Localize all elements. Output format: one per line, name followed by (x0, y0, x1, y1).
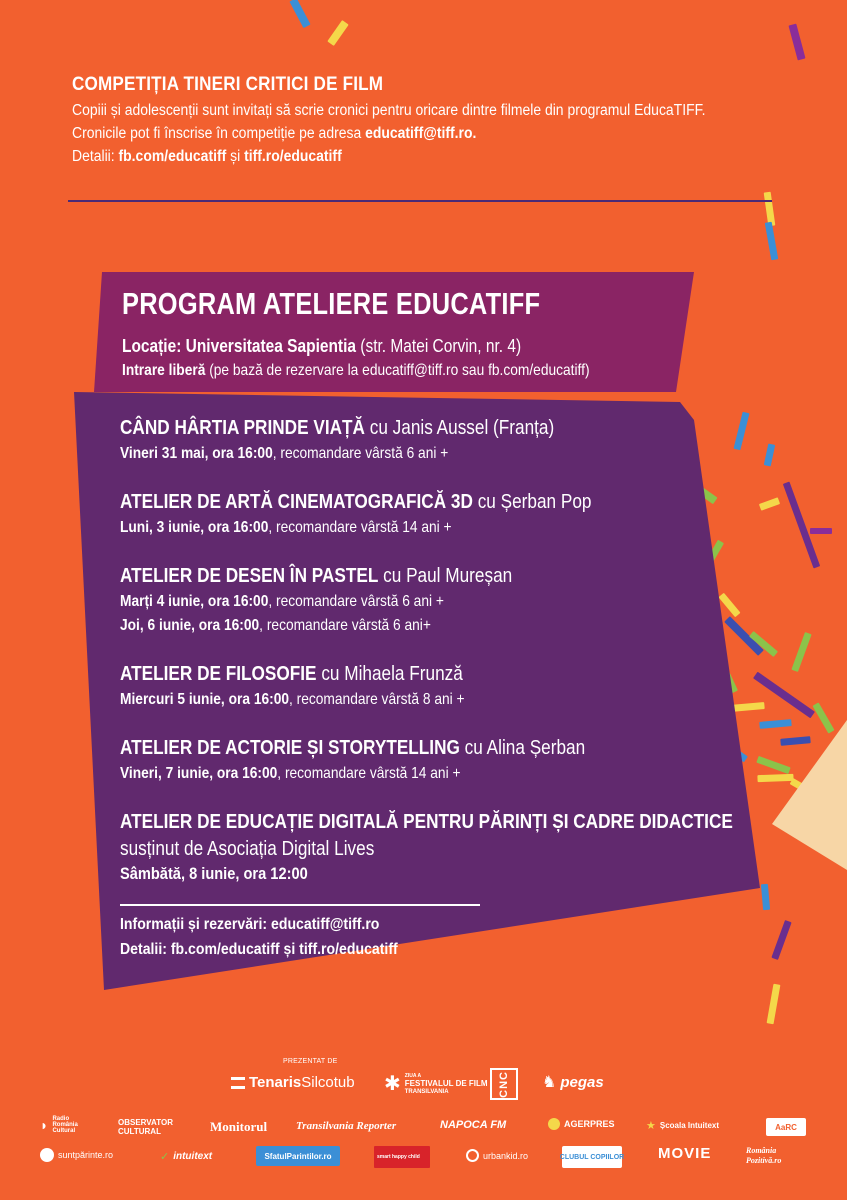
radio-wave-icon: ◗ (40, 1117, 49, 1133)
tenaris-name: Tenaris (249, 1074, 302, 1091)
urbankid-label: urbankid.ro (483, 1150, 529, 1161)
suntparinte-label: suntpărinte.ro (58, 1150, 114, 1160)
workshop-host: cu Paul Mureșan (378, 565, 513, 587)
scoala-intuitext-logo (646, 1119, 719, 1132)
pegas-horse-icon: ♞ (542, 1073, 557, 1091)
tenaris-logo (231, 1074, 355, 1091)
workshop-name: CÂND HÂRTIA PRINDE VIAȚĂ (120, 417, 365, 439)
cnc-label: CNC (498, 1070, 510, 1098)
napoca-fm-logo: NAPOCA FM (440, 1119, 507, 1131)
workshop-host: cu Alina Șerban (459, 737, 586, 759)
observator-logo: OBSERVATOR CULTURAL (118, 1118, 173, 1136)
session-note: , recomandare vârstă 14 ani + (277, 765, 461, 782)
agerpres-emblem-icon (548, 1118, 560, 1130)
workshop-name: ATELIER DE DESEN ÎN PASTEL (120, 565, 379, 587)
info-reservations: Informații și rezervări: educatiff@tiff.ro (120, 916, 380, 933)
tiff-link[interactable]: tiff.ro/educatiff (244, 148, 342, 165)
program-entry (122, 362, 590, 380)
intuitext-logo (160, 1150, 212, 1163)
program-title: PROGRAM ATELIERE EDUCATIFF (122, 286, 541, 321)
tenaris-icon (231, 1077, 245, 1089)
session-date: Sâmbătă, 8 iunie, ora 12:00 (120, 864, 308, 883)
location-label: Locație: Universitatea Sapientia (122, 336, 357, 356)
urbankid-logo (466, 1149, 528, 1162)
info-details: Detalii: fb.com/educatiff și tiff.ro/educatiff (120, 941, 398, 958)
location-address: (str. Matei Corvin, nr. 4) (356, 336, 522, 356)
tiff-star-icon: ✱ (384, 1073, 401, 1095)
submission-text: Cronicile pot fi înscrise în competiție pe adresa (72, 125, 366, 142)
clubul-copiilor-logo: CLUBUL COPIILOR (562, 1146, 622, 1168)
workshop-item (120, 734, 585, 786)
smart-happy-child-logo: smart happy child (374, 1146, 430, 1168)
details-prefix: Detalii: (72, 148, 119, 165)
urbankid-smile-icon (466, 1149, 479, 1162)
radio-romania-logo (40, 1116, 92, 1134)
competition-title: COMPETIȚIA TINERI CRITICI DE FILM (72, 74, 384, 95)
festival-name: FESTIVALUL DE FILM (404, 1079, 488, 1088)
session-date: Vineri 31 mai, ora 16:00 (120, 445, 273, 462)
suntparinte-logo (40, 1148, 113, 1162)
workshop-name: ATELIER DE ACTORIE ȘI STORYTELLING (120, 737, 460, 759)
program-location (122, 336, 521, 357)
competition-description: Copiii și adolescenții sunt invitați să scrie cronici pentru oricare dintre filmele din programul EducaTIFF. (72, 102, 706, 119)
session-note: , recomandare vârstă 6 ani + (272, 445, 449, 462)
session-date: Luni, 3 iunie, ora 16:00 (120, 519, 269, 536)
scoala-intuitext-label: Școala Intuitext (659, 1121, 719, 1130)
tiff-festival-logo (384, 1072, 488, 1096)
intuitext-star-icon: ★ (646, 1120, 656, 1132)
intuitext-swoosh-icon: ✓ (160, 1151, 170, 1163)
info-block (120, 912, 398, 962)
workshop-item (120, 808, 733, 886)
presented-by-label: PREZENTAT DE (283, 1058, 338, 1065)
workshop-host: cu Janis Aussel (Franța) (364, 417, 555, 439)
session-note: , recomandare vârstă 6 ani+ (259, 617, 431, 634)
monitorul-logo: Monitorul (210, 1119, 268, 1134)
facebook-link[interactable]: fb.com/educatiff (118, 148, 227, 165)
festival-small-label: ZIUA A (404, 1073, 422, 1079)
tenaris-name-suffix: Silcotub (301, 1074, 355, 1091)
workshop-item (120, 488, 591, 540)
pegas-name: pegas (560, 1074, 604, 1091)
festival-region: TRANSILVANIA (404, 1089, 449, 1095)
agerpres-logo (548, 1118, 615, 1130)
details-and: și (226, 148, 245, 165)
workshop-item (120, 562, 512, 638)
info-divider (120, 904, 480, 906)
session-date: Miercuri 5 iunie, ora 16:00 (120, 691, 290, 708)
workshop-host: cu Șerban Pop (472, 491, 592, 513)
movie-news-logo: MOVIE (658, 1145, 712, 1162)
workshop-name: ATELIER DE FILOSOFIE (120, 663, 317, 685)
cnc-logo (490, 1068, 518, 1100)
workshop-item (120, 660, 465, 712)
session-date: Marți 4 iunie, ora 16:00 (120, 593, 269, 610)
session-date: Joi, 6 iunie, ora 16:00 (120, 617, 260, 634)
session-note: , recomandare vârstă 8 ani + (289, 691, 465, 708)
entry-note: (pe bază de rezervare la educatiff@tiff.ro sau fb.com/educatiff) (205, 362, 590, 379)
workshop-sponsor: susținut de Asociația Digital Lives (120, 838, 375, 860)
session-note: , recomandare vârstă 6 ani + (268, 593, 444, 610)
transilvania-reporter-logo: Transilvania Reporter (296, 1120, 397, 1132)
intuitext-label: intuitext (173, 1151, 213, 1162)
workshop-item (120, 414, 554, 466)
workshop-name: ATELIER DE ARTĂ CINEMATOGRAFICĂ 3D (120, 491, 473, 513)
sfatul-parintilor-logo: SfatulParintilor.ro (256, 1146, 340, 1166)
workshop-host: cu Mihaela Frunză (316, 663, 463, 685)
workshop-name: ATELIER DE EDUCAȚIE DIGITALĂ PENTRU PĂRINȚI ȘI CADRE DIDACTICE (120, 811, 733, 833)
agerpres-label: AGERPRES (564, 1119, 615, 1129)
submission-email-link[interactable]: educatiff@tiff.ro. (365, 125, 477, 142)
pegas-logo (542, 1074, 604, 1091)
radio-romania-label: Radio România Cultural (52, 1116, 78, 1134)
suntparinte-icon (40, 1148, 54, 1162)
entry-label: Intrare liberă (122, 362, 206, 379)
romania-pozitiva-logo: România Pozitivă.ro (746, 1146, 782, 1165)
session-note: , recomandare vârstă 14 ani + (268, 519, 452, 536)
aarc-logo: AaRC (766, 1118, 806, 1136)
session-date: Vineri, 7 iunie, ora 16:00 (120, 765, 278, 782)
